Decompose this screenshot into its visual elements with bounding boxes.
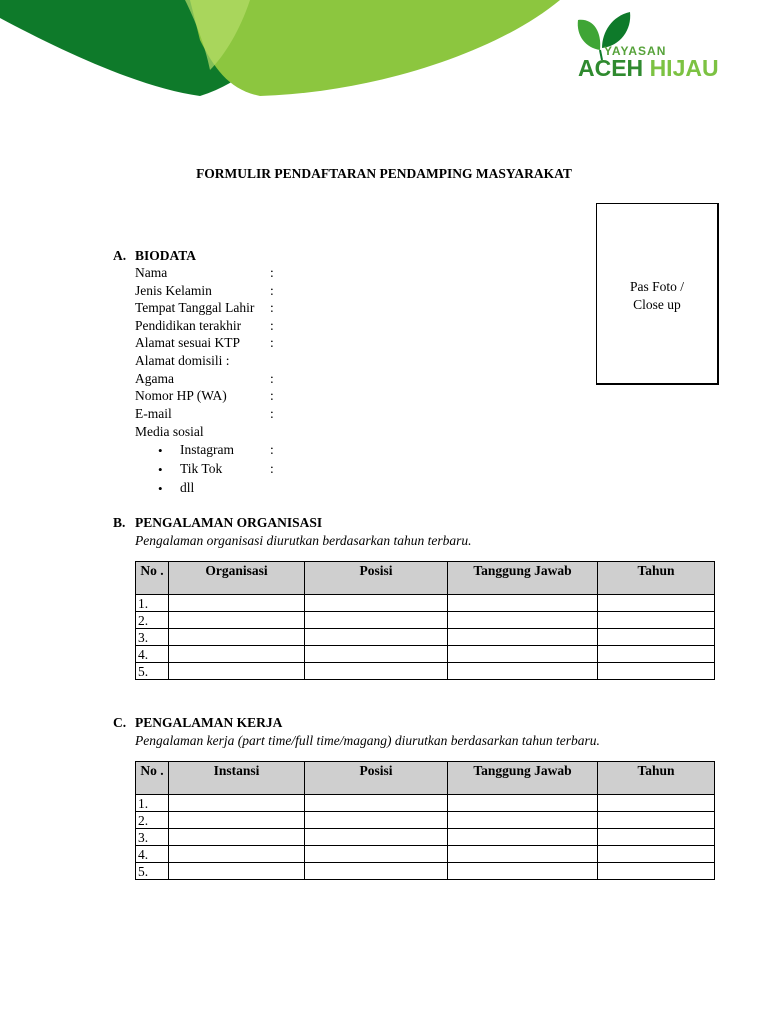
cell[interactable]: [448, 846, 598, 863]
cell[interactable]: [598, 612, 715, 629]
kerja-table: [135, 761, 715, 880]
table-row: [136, 663, 715, 680]
cell[interactable]: [169, 595, 305, 612]
cell[interactable]: [169, 612, 305, 629]
table-row: [136, 812, 715, 829]
field-label-tempat-tanggal-lahir: Tempat Tanggal Lahir: [135, 300, 255, 315]
field-label-email: E-mail: [135, 406, 172, 421]
table-row: [136, 795, 715, 812]
photo-label: [597, 278, 717, 314]
col-header-tanggung-jawab: Tanggung Jawab: [448, 562, 598, 595]
cell[interactable]: [598, 629, 715, 646]
row-number: 4.: [136, 846, 169, 863]
section-b-note: Pengalaman organisasi diurutkan berdasarkan tahun terbaru.: [135, 533, 472, 548]
table-row: [136, 629, 715, 646]
cell[interactable]: [598, 863, 715, 880]
field-colon: :: [270, 283, 274, 298]
cell[interactable]: [305, 795, 448, 812]
cell[interactable]: [169, 795, 305, 812]
bullet-icon: •: [158, 462, 163, 477]
field-colon: :: [270, 442, 274, 457]
field-colon: :: [270, 318, 274, 333]
cell[interactable]: [305, 612, 448, 629]
field-colon: :: [270, 265, 274, 280]
section-c-letter: C.: [113, 715, 127, 730]
table-row: [136, 646, 715, 663]
logo-hijau: HIJAU: [649, 55, 719, 81]
section-b-heading: PENGALAMAN ORGANISASI: [135, 515, 323, 530]
cell[interactable]: [169, 863, 305, 880]
row-number: 1.: [136, 595, 169, 612]
field-label-dll: dll: [180, 480, 195, 495]
cell[interactable]: [598, 812, 715, 829]
logo-small-text: YAYASAN: [604, 44, 667, 58]
form-title: FORMULIR PENDAFTARAN PENDAMPING MASYARAKAT: [196, 166, 572, 181]
field-label-instagram: Instagram: [180, 442, 234, 457]
cell[interactable]: [305, 629, 448, 646]
table-row: [136, 612, 715, 629]
table-row: [136, 863, 715, 880]
field-colon: :: [270, 300, 274, 315]
field-label-nomor-hp: Nomor HP (WA): [135, 388, 227, 403]
cell[interactable]: [169, 646, 305, 663]
cell[interactable]: [305, 829, 448, 846]
col-header-organisasi: Organisasi: [169, 562, 305, 595]
field-label-media-sosial: Media sosial: [135, 424, 204, 439]
row-number: 2.: [136, 812, 169, 829]
bullet-icon: •: [158, 481, 163, 496]
row-number: 3.: [136, 629, 169, 646]
col-header-tahun: Tahun: [598, 562, 715, 595]
cell[interactable]: [598, 646, 715, 663]
table-row: [136, 846, 715, 863]
row-number: 5.: [136, 663, 169, 680]
col-header-no: No .: [136, 762, 169, 795]
field-colon: :: [270, 335, 274, 350]
photo-label-line1: Pas Foto /: [629, 279, 684, 294]
field-label-alamat-domisili: Alamat domisili :: [135, 353, 230, 368]
cell[interactable]: [169, 663, 305, 680]
section-a-heading: BIODATA: [135, 248, 197, 263]
cell[interactable]: [598, 595, 715, 612]
field-colon: :: [270, 371, 274, 386]
cell[interactable]: [448, 646, 598, 663]
row-number: 2.: [136, 612, 169, 629]
cell[interactable]: [598, 795, 715, 812]
cell[interactable]: [598, 829, 715, 846]
cell[interactable]: [169, 829, 305, 846]
table-row: [136, 595, 715, 612]
col-header-instansi: Instansi: [169, 762, 305, 795]
cell[interactable]: [448, 795, 598, 812]
cell[interactable]: [448, 663, 598, 680]
banner-light-swoosh: [190, 0, 560, 96]
col-header-no: No .: [136, 562, 169, 595]
cell[interactable]: [305, 663, 448, 680]
cell[interactable]: [305, 846, 448, 863]
field-label-tiktok: Tik Tok: [180, 461, 223, 476]
section-b-letter: B.: [113, 515, 126, 530]
cell[interactable]: [448, 629, 598, 646]
field-colon: :: [270, 388, 274, 403]
cell[interactable]: [169, 812, 305, 829]
col-header-posisi: Posisi: [305, 762, 448, 795]
cell[interactable]: [169, 846, 305, 863]
cell[interactable]: [448, 595, 598, 612]
table-header-row: [136, 762, 715, 795]
field-label-agama: Agama: [135, 371, 174, 386]
cell[interactable]: [598, 663, 715, 680]
logo-big-text: [578, 56, 719, 80]
cell[interactable]: [598, 846, 715, 863]
field-label-alamat-ktp: Alamat sesuai KTP: [135, 335, 240, 350]
row-number: 3.: [136, 829, 169, 846]
bullet-icon: •: [158, 443, 163, 458]
cell[interactable]: [305, 863, 448, 880]
row-number: 1.: [136, 795, 169, 812]
yayasan-aceh-hijau-logo: [572, 10, 722, 82]
cell[interactable]: [448, 829, 598, 846]
row-number: 5.: [136, 863, 169, 880]
cell[interactable]: [169, 629, 305, 646]
col-header-posisi: Posisi: [305, 562, 448, 595]
photo-label-line2: Close up: [633, 297, 681, 312]
cell[interactable]: [448, 812, 598, 829]
organisasi-table: [135, 561, 715, 680]
section-c-note: Pengalaman kerja (part time/full time/magang) diurutkan berdasarkan tahun terbaru.: [135, 733, 600, 748]
cell[interactable]: [448, 863, 598, 880]
field-colon: :: [270, 406, 274, 421]
field-label-nama: Nama: [135, 265, 168, 280]
row-number: 4.: [136, 646, 169, 663]
field-label-jenis-kelamin: Jenis Kelamin: [135, 283, 212, 298]
table-header-row: [136, 562, 715, 595]
table-row: [136, 829, 715, 846]
cell[interactable]: [305, 595, 448, 612]
cell[interactable]: [305, 646, 448, 663]
section-a-letter: A.: [113, 248, 127, 263]
photo-box: [596, 203, 719, 385]
field-label-pendidikan: Pendidikan terakhir: [135, 318, 242, 333]
field-colon: :: [270, 461, 274, 476]
section-c-heading: PENGALAMAN KERJA: [135, 715, 283, 730]
col-header-tahun: Tahun: [598, 762, 715, 795]
cell[interactable]: [305, 812, 448, 829]
cell[interactable]: [448, 612, 598, 629]
logo-aceh: ACEH: [578, 55, 644, 81]
col-header-tanggung-jawab: Tanggung Jawab: [448, 762, 598, 795]
